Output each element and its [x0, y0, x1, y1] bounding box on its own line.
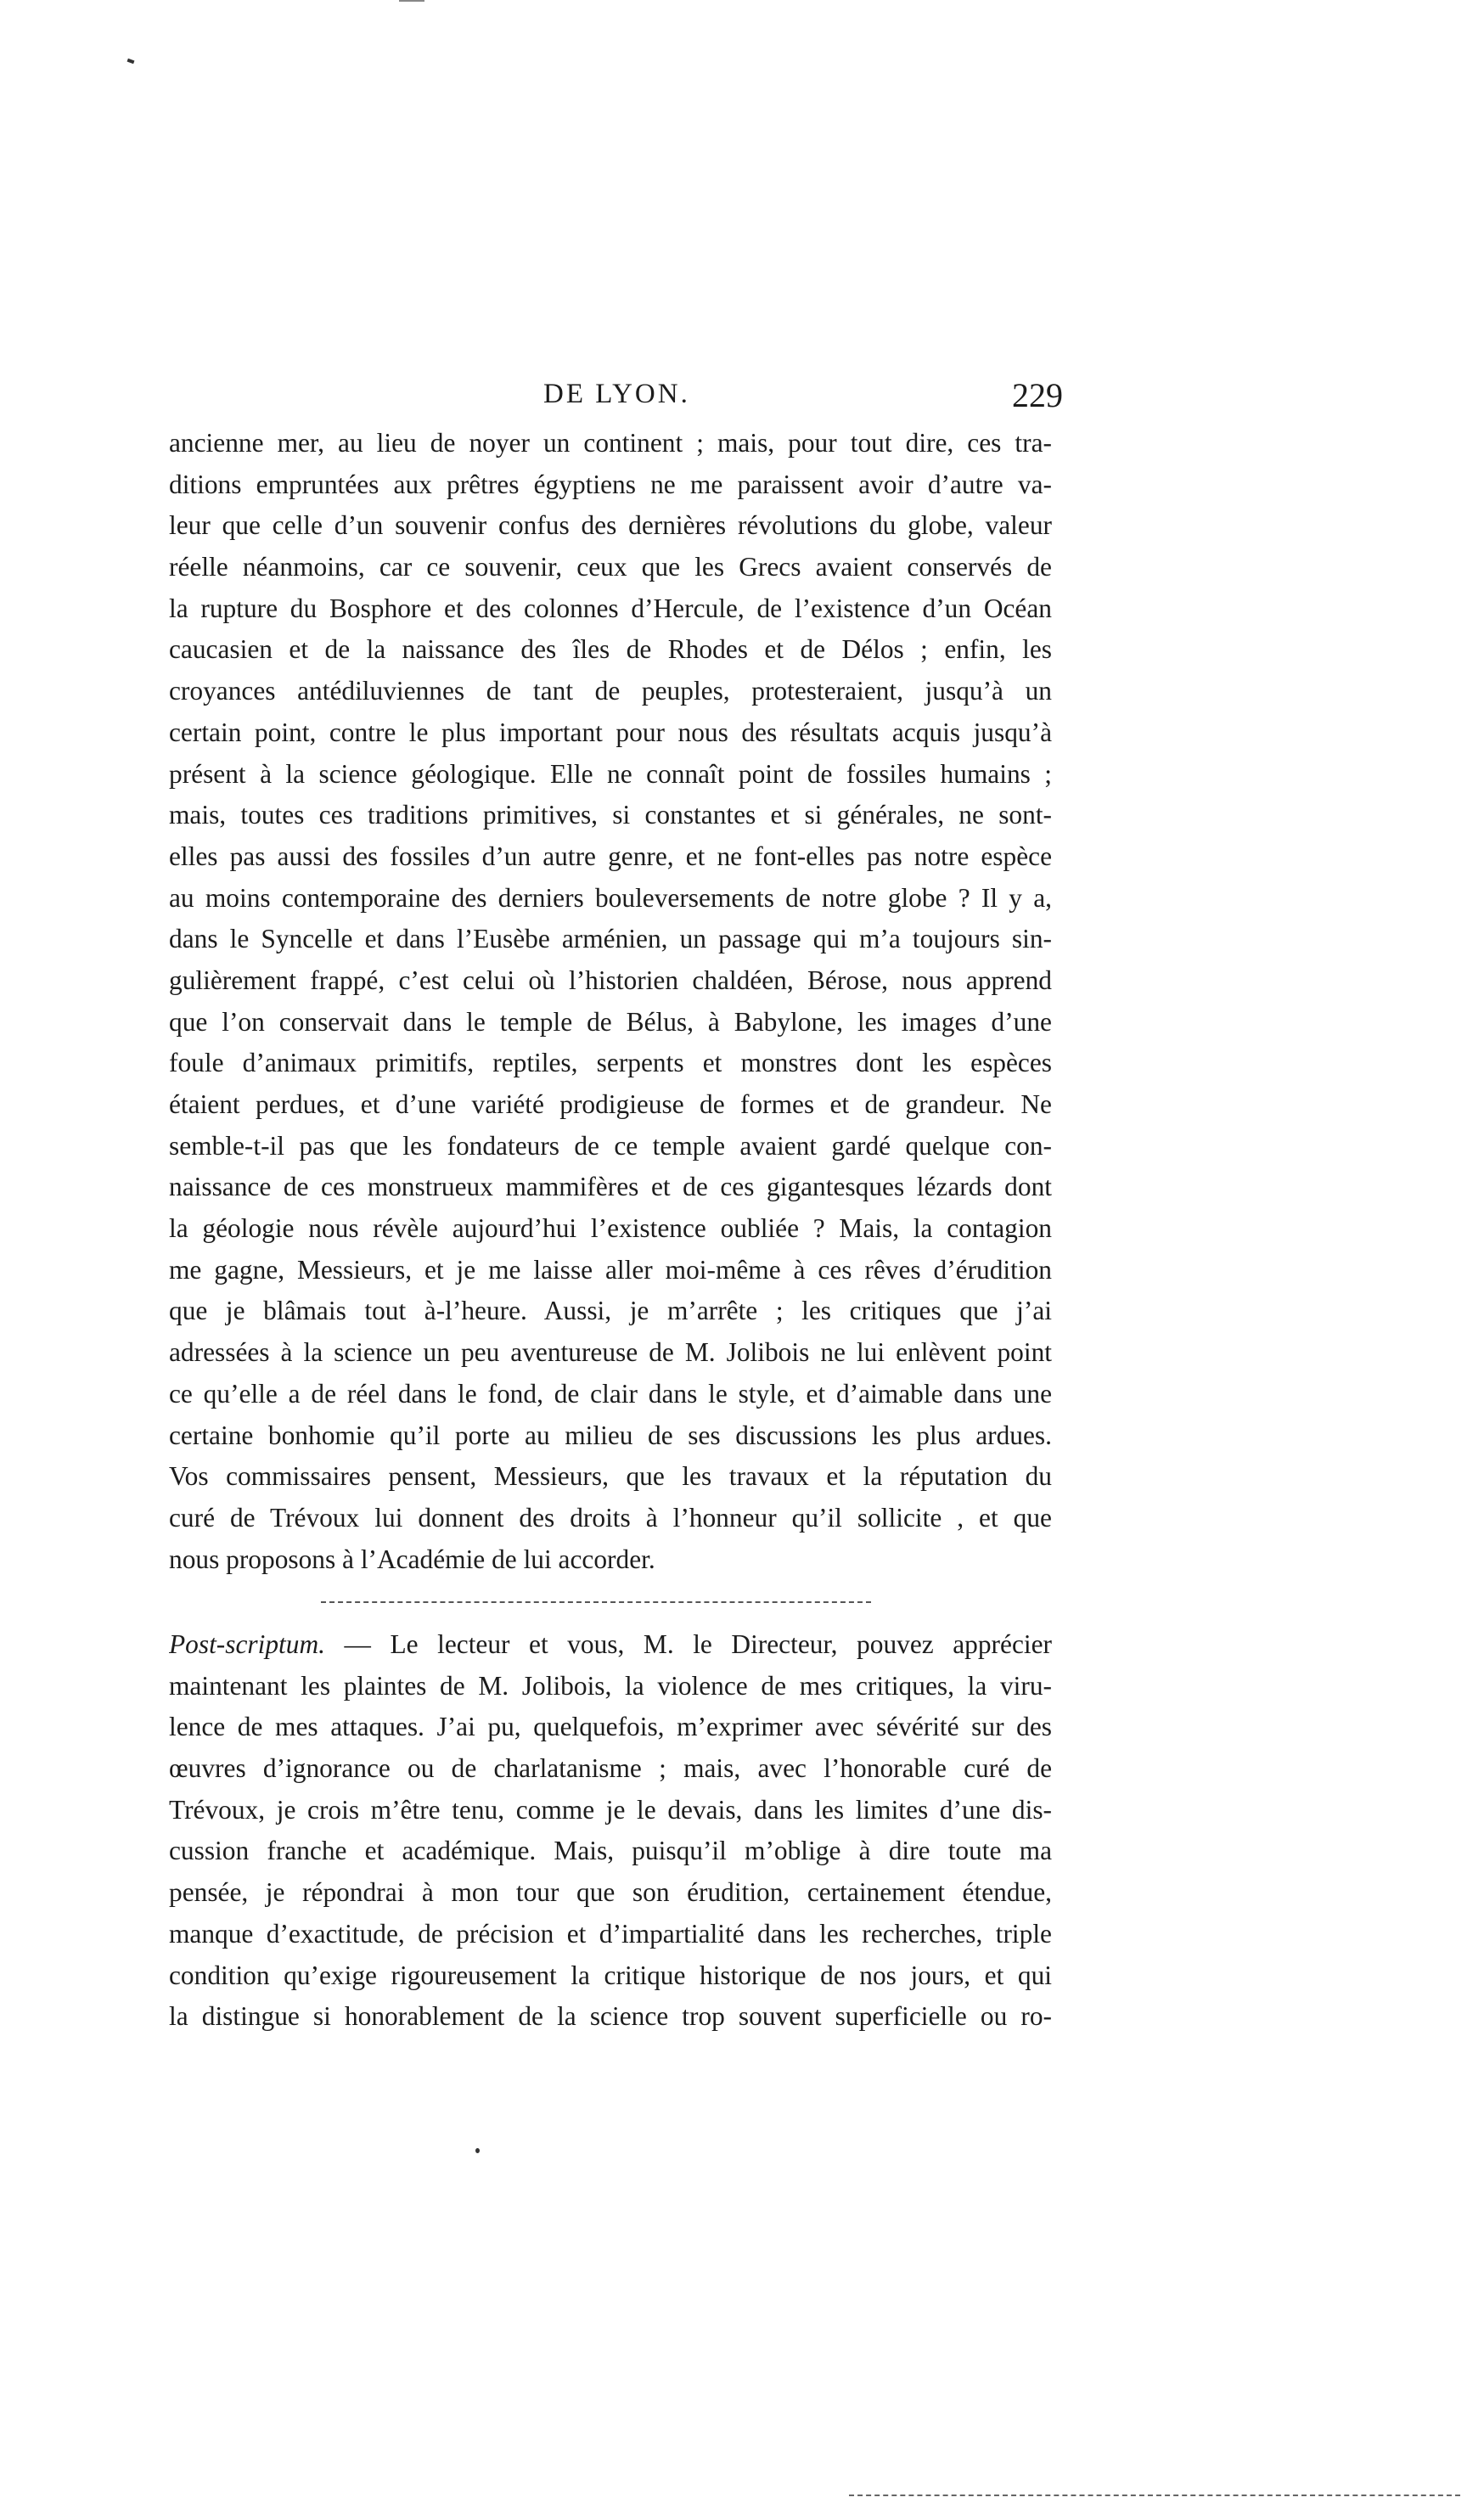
scan-edge-mark [849, 2495, 1460, 2496]
body-line: réelle néanmoins, car ce souvenir, ceux que les Grecs avaient conservés de [169, 552, 1052, 582]
postscript-line: la distingue si honorablement de la science trop souvent superficielle ou ro- [169, 2001, 1052, 2032]
body-line: ancienne mer, au lieu de noyer un continent ; mais, pour tout dire, ces tra- [169, 428, 1052, 458]
scan-mark-top [399, 0, 424, 2]
postscript [169, 1624, 1052, 2038]
body-line: naissance de ces monstrueux mammifères et de ces gigantesques lézards dont [169, 1172, 1052, 1202]
body-line: mais, toutes ces traditions primitives, si constantes et si générales, ne sont- [169, 800, 1052, 830]
scan-speck [475, 2148, 480, 2153]
postscript-line: maintenant les plaintes de M. Jolibois, la violence de mes critiques, la viru- [169, 1670, 1052, 1701]
body-line: ditions empruntées aux prêtres égyptiens ne me paraissent avoir d’autre va- [169, 469, 1052, 499]
postscript-line: condition qu’exige rigoureusement la critique historique de nos jours, et qui [169, 1960, 1052, 1990]
postscript-line: lence de mes attaques. J’ai pu, quelquefois, m’exprimer avec sévérité sur des [169, 1712, 1052, 1742]
body-line: elles pas aussi des fossiles d’un autre genre, et ne font-elles pas notre espèce [169, 841, 1052, 871]
postscript-label: Post-scriptum. [169, 1629, 325, 1659]
body-line: la rupture du Bosphore et des colonnes d’Hercule, de l’existence d’un Océan [169, 593, 1052, 623]
body-line: leur que celle d’un souvenir confus des dernières révolutions du globe, valeur [169, 510, 1052, 541]
body-line: adressées à la science un peu aventureuse de M. Jolibois ne lui enlèvent point [169, 1337, 1052, 1368]
running-head [170, 374, 1087, 425]
body-line: croyances antédiluviennes de tant de peuples, protesteraient, jusqu’à un [169, 676, 1052, 706]
body-line: que je blâmais tout à-l’heure. Aussi, je m’arrête ; les critiques que j’ai [169, 1296, 1052, 1326]
body-line: ce qu’elle a de réel dans le fond, de clair dans le style, et d’aimable dans une [169, 1378, 1052, 1409]
postscript-line: œuvres d’ignorance ou de charlatanisme ; mais, avec l’honorable curé de [169, 1753, 1052, 1784]
postscript-line: cussion franche et académique. Mais, puisqu’il m’oblige à dire toute ma [169, 1836, 1052, 1866]
scan-mark-left [127, 59, 135, 64]
body-line: semble-t-il pas que les fondateurs de ce temple avaient gardé quelque con- [169, 1130, 1052, 1161]
body-line: nous proposons à l’Académie de lui accorder. [169, 1544, 655, 1574]
body-line: la géologie nous révèle aujourd’hui l’existence oubliée ? Mais, la contagion [169, 1213, 1052, 1244]
postscript-line: pensée, je répondrai à mon tour que son érudition, certainement étendue, [169, 1877, 1052, 1908]
body-line: caucasien et de la naissance des îles de Rhodes et de Délos ; enfin, les [169, 634, 1052, 665]
postscript-first-line [169, 1624, 1052, 1666]
body-line: présent à la science géologique. Elle ne connaît point de fossiles humains ; [169, 758, 1052, 789]
running-title: DE LYON. [543, 379, 690, 409]
page-number: 229 [1012, 376, 1063, 414]
body-line: foule d’animaux primitifs, reptiles, serpents et monstres dont les espèces [169, 1048, 1052, 1078]
body-line: me gagne, Messieurs, et je me laisse aller moi-même à ces rêves d’érudition [169, 1254, 1052, 1285]
body-text [169, 423, 1052, 1580]
body-line: au moins contemporaine des derniers bouleversements de notre globe ? Il y a, [169, 882, 1052, 913]
body-line: certain point, contre le plus important pour nous des résultats acquis jusqu’à [169, 717, 1052, 747]
body-line: curé de Trévoux lui donnent des droits à l’honneur qu’il sollicite , et que [169, 1502, 1052, 1533]
body-line: dans le Syncelle et dans l’Eusèbe arménien, un passage qui m’a toujours sin- [169, 924, 1052, 954]
body-line: que l’on conservait dans le temple de Bélus, à Babylone, les images d’une [169, 1006, 1052, 1037]
body-line: certaine bonhomie qu’il porte au milieu de ses discussions les plus ardues. [169, 1420, 1052, 1450]
postscript-line: manque d’exactitude, de précision et d’impartialité dans les recherches, triple [169, 1918, 1052, 1949]
postscript-line: — Le lecteur et vous, M. le Directeur, pouvez apprécier [324, 1629, 1052, 1659]
section-divider [321, 1601, 871, 1603]
body-line: étaient perdues, et d’une variété prodigieuse de formes et de grandeur. Ne [169, 1089, 1052, 1119]
body-line: gulièrement frappé, c’est celui où l’historien chaldéen, Bérose, nous apprend [169, 965, 1052, 995]
postscript-line: Trévoux, je crois m’être tenu, comme je le devais, dans les limites d’une dis- [169, 1794, 1052, 1825]
body-line: Vos commissaires pensent, Messieurs, que les travaux et la réputation du [169, 1461, 1052, 1492]
